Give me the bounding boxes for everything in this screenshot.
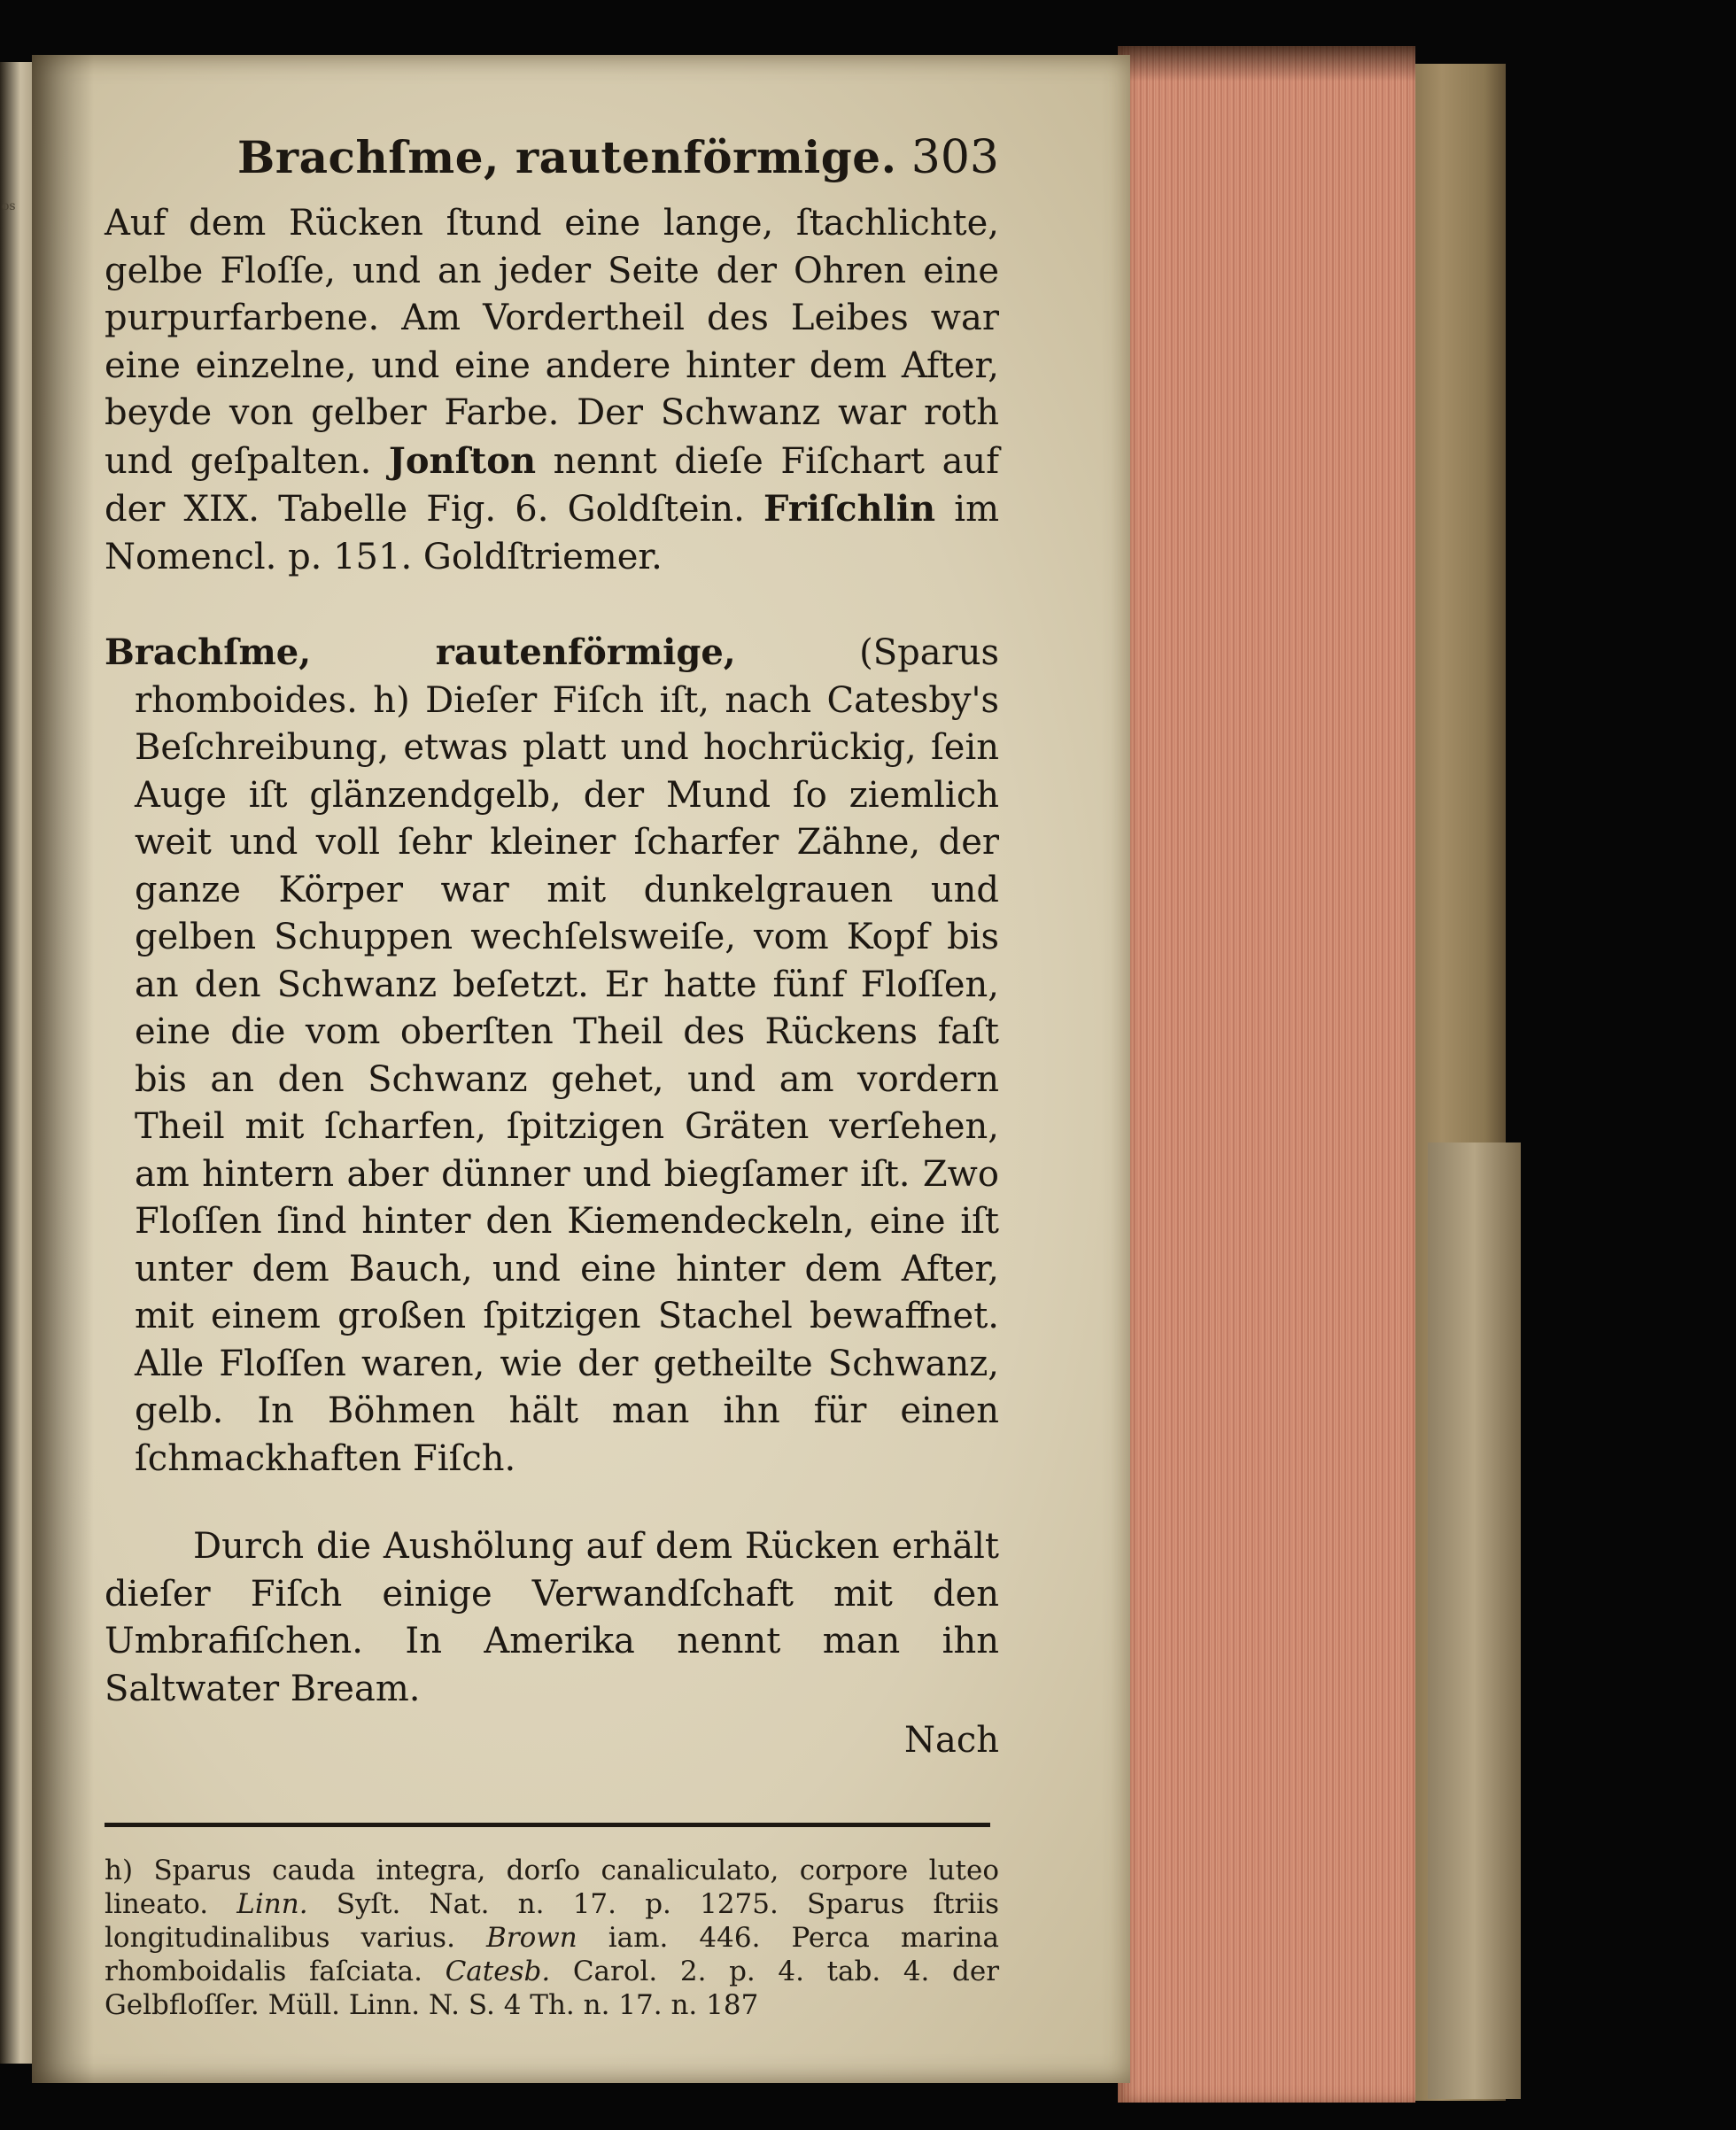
running-head-title: Brachſme, rautenförmige. [237,131,897,183]
fore-edge-shadow [1118,46,1415,81]
footnote-linn: Linn. [236,1888,308,1920]
paragraph-2 [105,629,999,1483]
red-fore-edge [1118,46,1415,2103]
footnote-brown: Brown [485,1922,577,1954]
page-number: 303 [911,131,999,184]
page-text-block [105,131,999,2022]
entry-latin-name: (Sparus rhomboides. h) [135,632,999,721]
footnote-part-1: h) Sparus cauda integra, dorſo canaliculato, corpore luteo lineato. [105,1855,999,1920]
footnote [105,1854,999,2022]
gutter-shadow [32,55,94,2083]
paragraph-1-end: im Nomencl. p. 151. Goldſtriemer. [105,489,1000,577]
paragraph-1-rest: nennt dieſe Fiſchart auf der XIX. Tabelle Fig. 6. Goldſtein. [105,440,999,530]
catchword: Nach [903,1720,999,1761]
footnote-catesb: Catesb. [445,1956,551,1987]
entry-heading: Brachſme, rautenförmige, [105,631,736,673]
left-page-mark: os [2,199,16,213]
footnote-part-4: Carol. 2. p. 4. tab. 4. der Gelbfloſſer. Müll. Linn. N. S. 4 Th. n. 17. n. 187 [105,1956,1000,2021]
footnote-part-2: Syſt. Nat. n. 17. p. 1275. Sparus ſtriis longitudinalibus varius. [105,1888,1000,1954]
author-jonston: Jonſton [388,439,537,482]
paragraph-1 [105,200,999,581]
author-frischlin: Friſchlin [763,488,936,530]
cover-board-lower [1428,1142,1521,2099]
paragraph-1-text: Auf dem Rücken ſtund eine lange, ſtachlichte, gelbe Floſſe, und an jeder Seite der Ohren eine purpurfarbene. Am Vordertheil des Leibes war eine einzelne, und eine andere hinter dem After, beyde von gelber Farbe. Der Schwanz war roth und geſpalten. [105,203,999,482]
footnote-part-3: iam. 446. Perca marina rhomboidalis faſciata. [105,1922,999,1987]
paragraph-2-text: Dieſer Fiſch iſt, nach Catesby's Beſchreibung, etwas platt und hochrückig, ſein Auge iſt glänzendgelb, der Mund ſo ziemlich weit und voll ſehr kleiner ſcharfer Zähne, der ganze Körper war mit dunkelgrauen und gelben Schuppen wechſelsweiſe, vom Kopf bis an den Schwanz beſetzt. Er hatte fünf Floſſen, eine die vom oberſten Theil des Rückens faſt bis an den Schwanz gehet, und am vordern Theil mit ſcharfen, ſpitzigen Gräten verſehen, am hintern aber dünner und biegſamer iſt. Zwo Floſſen ſind hinter den Kiemendeckeln, eine iſt unter dem Bauch, und eine hinter dem After, mit einem großen ſpitzigen Stachel bewaffnet. Alle Floſſen waren, wie der getheilte Schwanz, gelb. In Böhmen hält man ihn für einen ſchmackhaften Fiſch. [135,679,999,1479]
footnote-rule [105,1823,990,1827]
paragraph-3: Durch die Aushölung auf dem Rücken erhält dieſer Fiſch einige Verwandſchaft mit den Umbrafiſchen. In Amerika nennt man ihn Saltwater Bream. [105,1526,999,1709]
running-head [105,131,999,200]
